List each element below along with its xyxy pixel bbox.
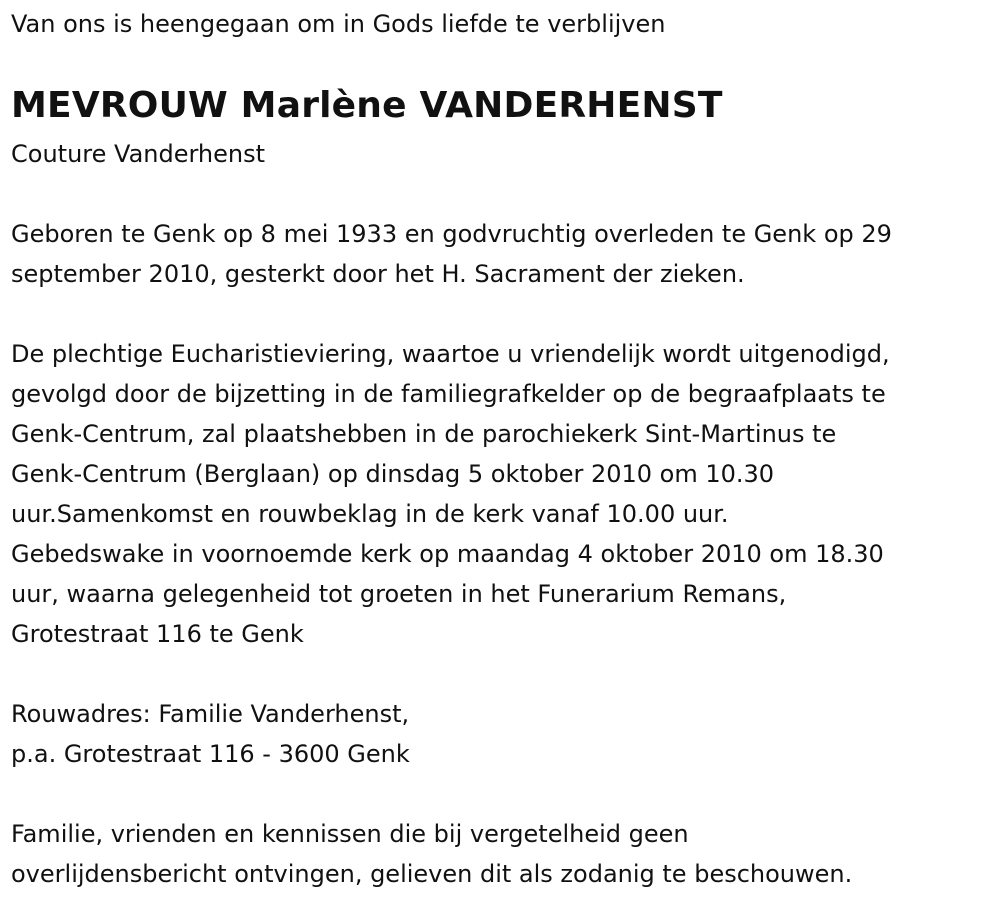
- paragraph-line: Grotestraat 116 te Genk: [11, 620, 304, 648]
- paragraph-line: gevolgd door de bijzetting in de familiegrafkelder op de begraafplaats te: [11, 380, 886, 408]
- intro-text: Van ons is heengegaan om in Gods liefde te verblijven: [11, 10, 666, 38]
- birth-death-paragraph: [11, 214, 892, 294]
- paragraph-line: Genk-Centrum (Berglaan) op dinsdag 5 oktober 2010 om 10.30: [11, 460, 775, 488]
- paragraph-line: p.a. Grotestraat 116 - 3600 Genk: [11, 740, 410, 768]
- paragraph-line: overlijdensbericht ontvingen, gelieven dit als zodanig te beschouwen.: [11, 860, 853, 888]
- mourning-address: [11, 694, 410, 774]
- paragraph-line: Familie, vrienden en kennissen die bij vergetelheid geen: [11, 820, 689, 848]
- paragraph-line: september 2010, gesterkt door het H. Sacrament der zieken.: [11, 260, 745, 288]
- paragraph-line: Gebedswake in voornoemde kerk op maandag 4 oktober 2010 om 18.30: [11, 540, 884, 568]
- business-name: Couture Vanderhenst: [11, 140, 266, 168]
- paragraph-line: De plechtige Eucharistieviering, waartoe u vriendelijk wordt uitgenodigd,: [11, 340, 890, 368]
- paragraph-line: Geboren te Genk op 8 mei 1933 en godvruchtig overleden te Genk op 29: [11, 220, 892, 248]
- ceremony-paragraph: [11, 334, 890, 654]
- paragraph-line: Rouwadres: Familie Vanderhenst,: [11, 700, 410, 728]
- closing-notice: [11, 814, 852, 894]
- paragraph-line: uur, waarna gelegenheid tot groeten in het Funerarium Remans,: [11, 580, 787, 608]
- paragraph-line: Genk-Centrum, zal plaatshebben in de parochiekerk Sint-Martinus te: [11, 420, 837, 448]
- paragraph-line: uur.Samenkomst en rouwbeklag in de kerk vanaf 10.00 uur.: [11, 500, 729, 528]
- deceased-name: MEVROUW Marlène VANDERHENST: [11, 85, 723, 126]
